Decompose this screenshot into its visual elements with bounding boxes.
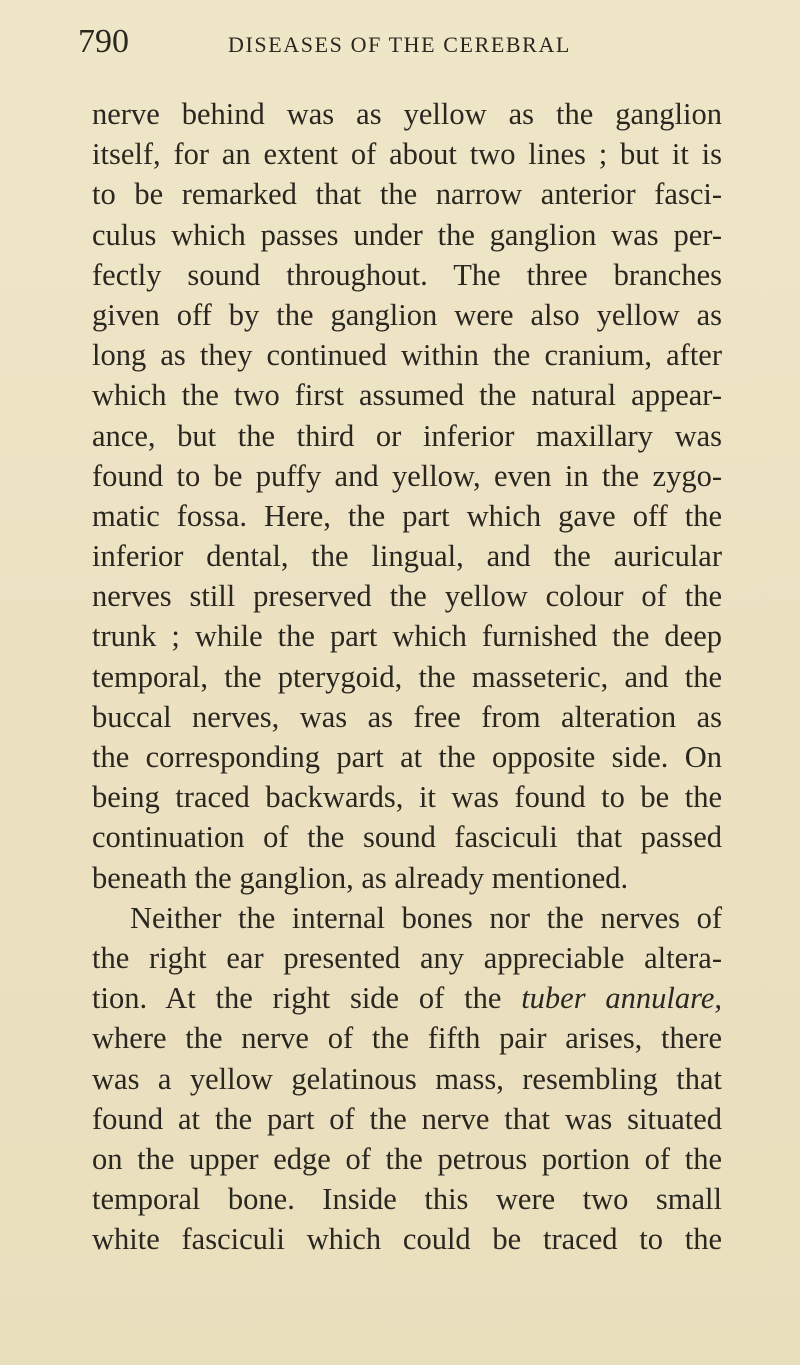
running-head [78, 22, 738, 62]
text-line: long as they continued within the cranium, after [92, 338, 722, 373]
text-line: to be remarked that the narrow anterior fasci- [92, 177, 722, 212]
text-line: temporal, the pterygoid, the masseteric, and the [92, 659, 722, 694]
text-line: itself, for an extent of about two lines ; but it is [92, 137, 722, 172]
text-line: found to be puffy and yellow, even in the zygo- [92, 458, 722, 493]
text-line: ance, but the third or inferior maxillary was [92, 418, 722, 453]
italic-term: tuber annulare, [521, 981, 722, 1016]
text-line: continuation of the sound fasciculi that passed [92, 820, 722, 855]
text-line: being traced backwards, it was found to be the [92, 780, 722, 815]
text-line: where the nerve of the fifth pair arises, there [92, 1021, 722, 1056]
text-line [92, 978, 722, 1018]
text-line: found at the part of the nerve that was situated [92, 1101, 722, 1136]
text-line: buccal nerves, was as free from alteration as [92, 699, 722, 734]
text-line: the right ear presented any appreciable altera- [92, 940, 722, 975]
page-number: 790 [78, 23, 129, 60]
text-fragment: tion. At the right side of the [92, 981, 502, 1016]
text-line: on the upper edge of the petrous portion of the [92, 1141, 722, 1176]
text-line: nerve behind was as yellow as the ganglion [92, 97, 722, 131]
text-line: temporal bone. Inside this were two small [92, 1182, 722, 1217]
text-line: inferior dental, the lingual, and the auricular [92, 539, 722, 574]
text-line: culus which passes under the ganglion was per- [92, 217, 722, 252]
text-line: nerves still preserved the yellow colour of the [92, 579, 722, 614]
text-line: which the two first assumed the natural appear- [92, 378, 722, 413]
text-line: trunk ; while the part which furnished the deep [92, 619, 722, 654]
paragraph-start-line: Neither the internal bones nor the nerves of [130, 900, 722, 935]
text-line: was a yellow gelatinous mass, resembling that [92, 1061, 722, 1096]
text-line: given off by the ganglion were also yellow as [92, 297, 722, 332]
body-text [92, 94, 722, 1259]
text-line: fectly sound throughout. The three branches [92, 257, 722, 292]
text-line: white fasciculi which could be traced to the [92, 1222, 722, 1257]
text-line: beneath the ganglion, as already mentioned. [92, 860, 629, 895]
text-line: matic fossa. Here, the part which gave off the [92, 498, 722, 533]
running-head-title: DISEASES OF THE CEREBRAL [228, 32, 571, 57]
text-line: the corresponding part at the opposite side. On [92, 740, 722, 774]
